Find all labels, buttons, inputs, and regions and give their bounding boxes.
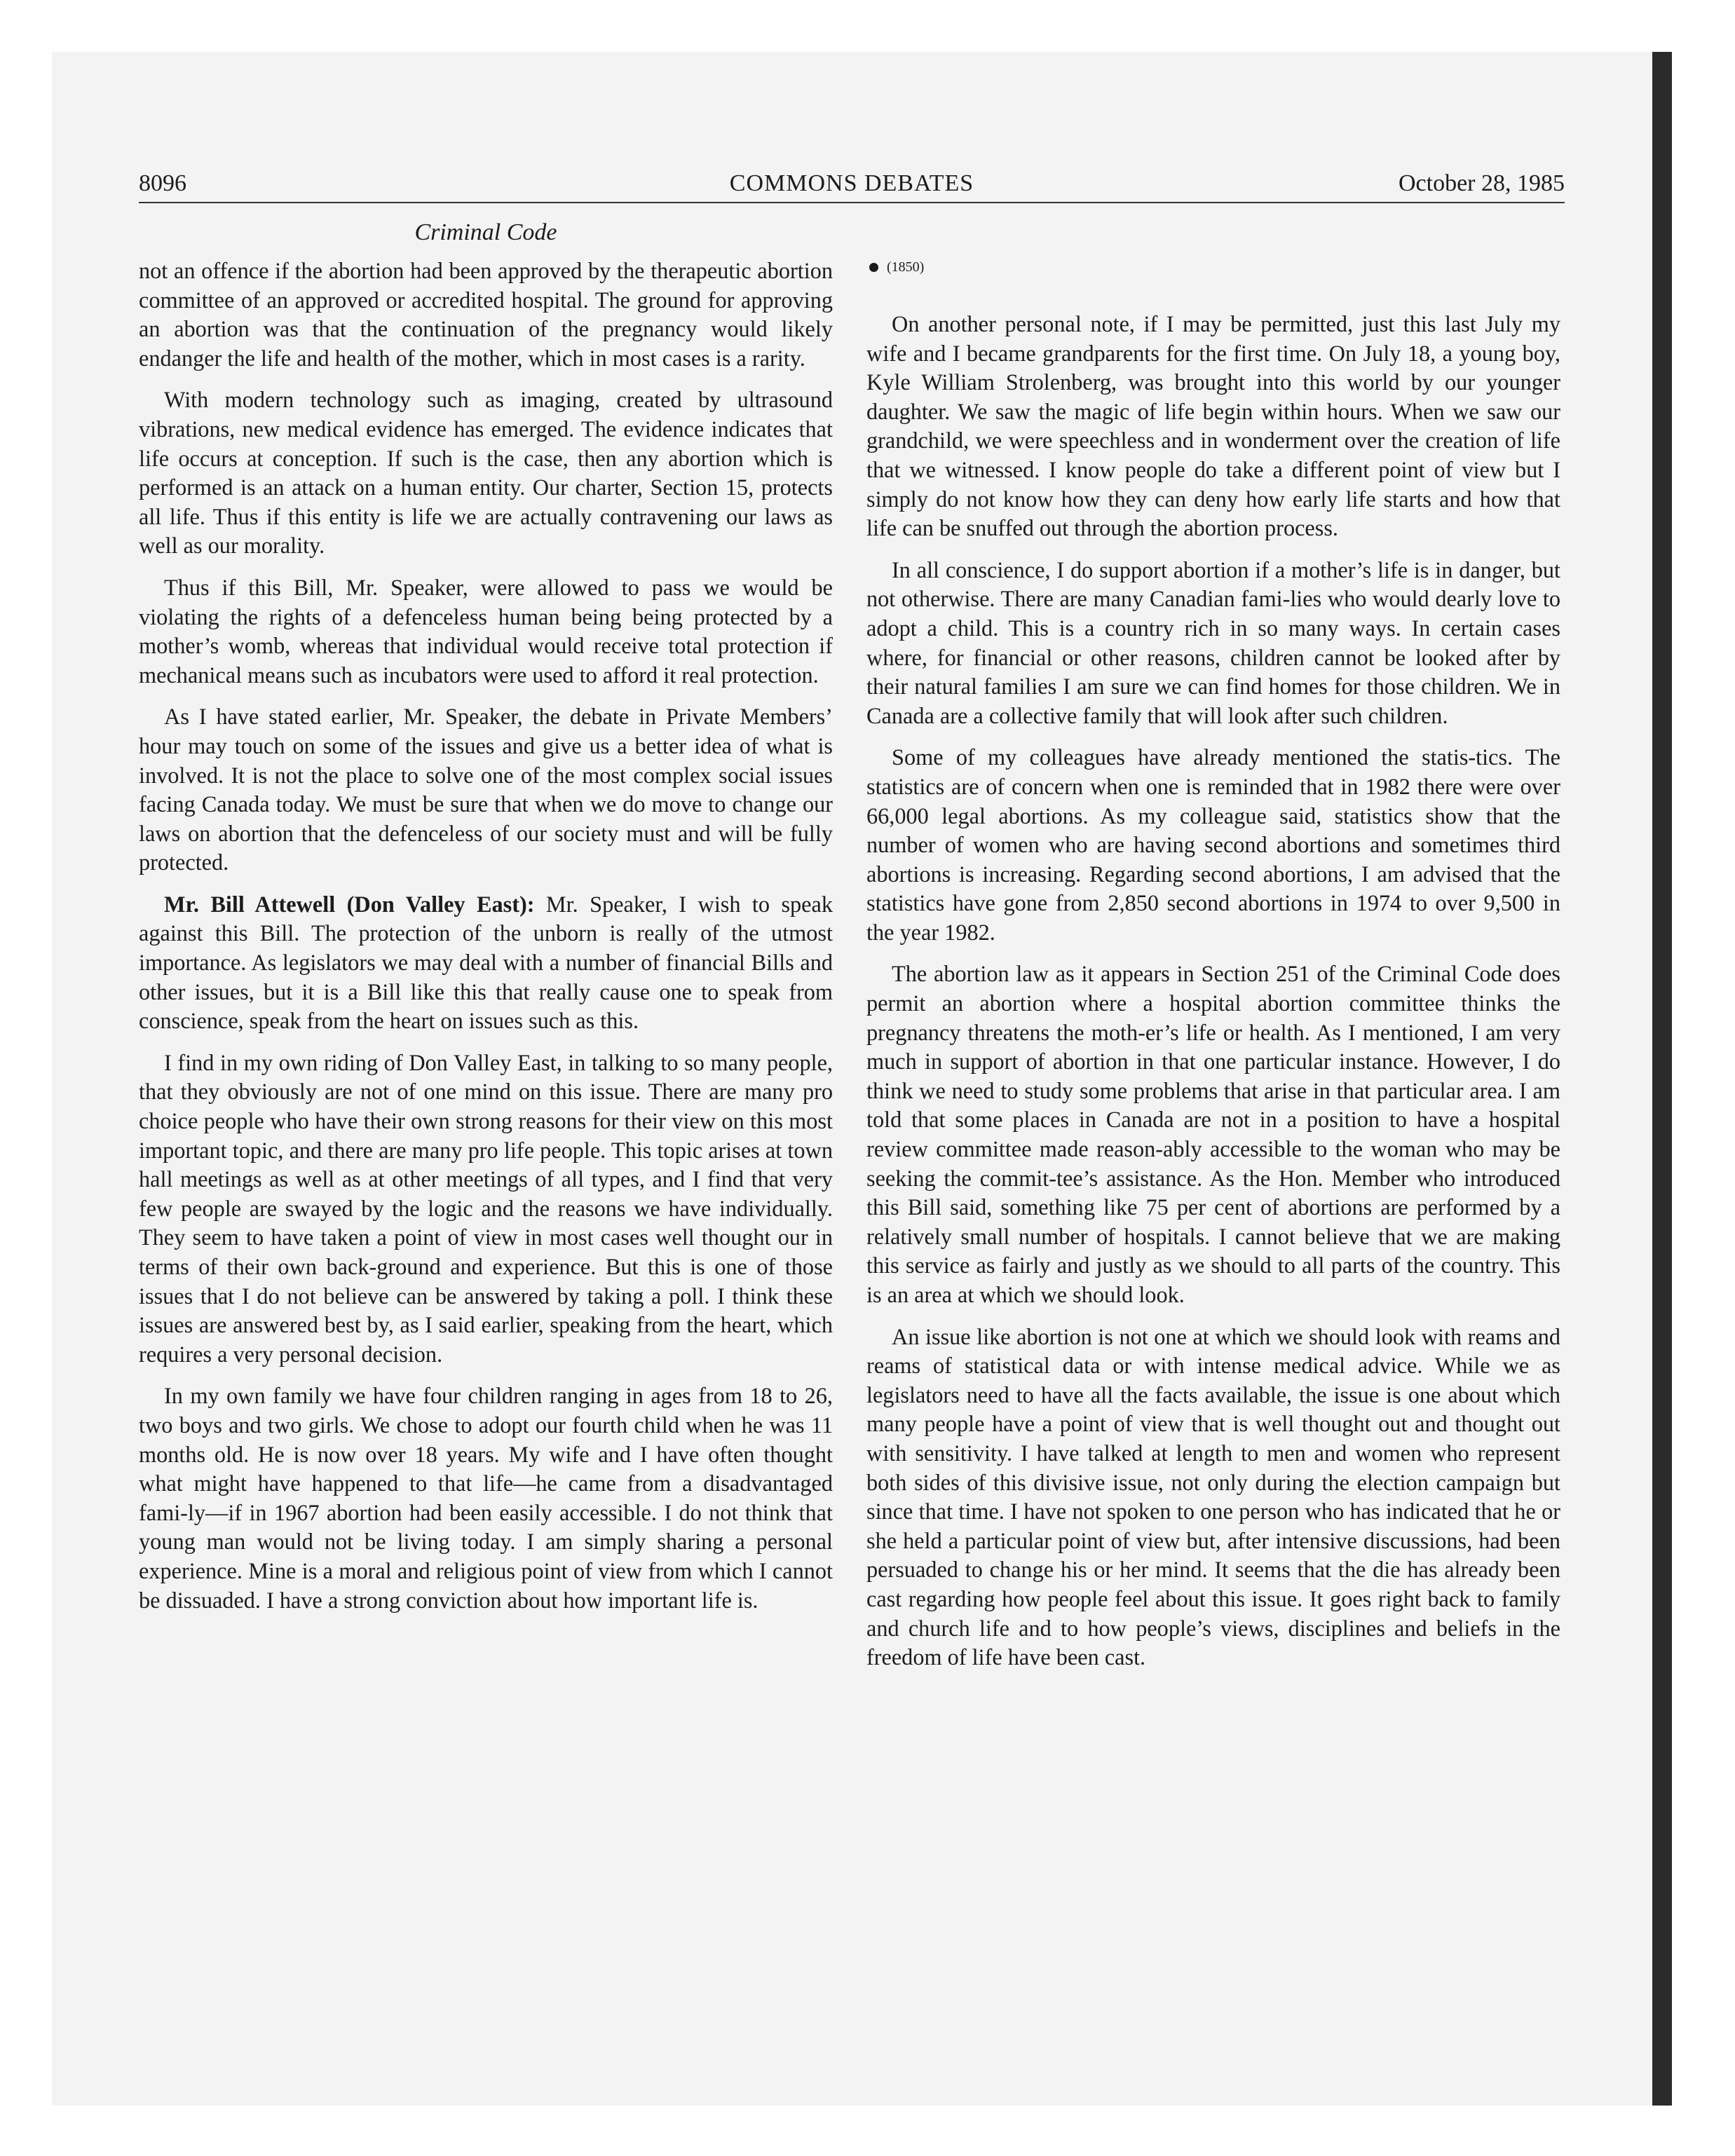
time-marker [866,257,1560,278]
paragraph: With modern technology such as imaging, created by ultrasound vibrations, new medical evidence has emerged. The evidence indicates that life occurs at conception. If such is the case, then any abortion which is performed is an attack on a human entity. Our charter, Section 15, protects all life. Thus if this entity is life we are actually contravening our laws as well as our morality. [139,387,833,559]
paragraph: On another personal note, if I may be permitted, just this last July my wife and I became grandparents for the first time. On July 18, a young boy, Kyle William Strolenberg, was brought into this world by our younger daughter. We saw the magic of life begin within hours. When we saw our grandchild, we were speechless and in wonderment over the creation of life that we witnessed. I know people do take a different point of view but I simply do not know how they can deny how early life starts and how that life can be snuffed out through the abortion process. [866,311,1560,541]
publication-title: COMMONS DEBATES [729,170,974,196]
time-marker-text: (1850) [887,259,925,275]
paragraph-speaker-intro [139,890,833,1036]
header-rule [139,202,1565,203]
left-column [139,257,833,1628]
paragraph: In my own family we have four children ranging in ages from 18 to 26, two boys and two girls. We chose to adopt our fourth child when he was 11 months old. He is now over 18 years. My wife and I have often thought what might have happened to that life—he came from a disadvantaged fami-ly—if in 1967 abortion had been easily accessible. I do not think that young man would not be living today. I am simply sharing a personal experience. Mine is a moral and religious point of view from which I cannot be dissuaded. I have a strong conviction about how important life is. [139,1383,833,1613]
running-header [139,167,1565,200]
scan-binding-edge [1652,52,1672,2106]
page-number: 8096 [139,170,186,196]
paragraph: I find in my own riding of Don Valley East, in talking to so many people, that they obviously are not of one mind on this issue. There are many pro choice people who have their own strong reasons for their view on this most important topic, and there are many pro life people. This topic arises at town hall meetings as well as at other meetings of all types, and I find that very few people are swayed by the logic and the reasons we have individually. They seem to have taken a point of view in most cases well thought our in terms of their own back-ground and experience. But this is one of those issues that I do not believe can be answered by taking a poll. I think these issues are answered best by, as I said earlier, speaking from the heart, which requires a very personal decision. [139,1049,833,1367]
paragraph: In all conscience, I do support abortion if a mother’s life is in danger, but not otherwise. There are many Canadian fami-lies who would dearly love to adopt a child. This is a country rich in so many ways. In certain cases where, for financial or other reasons, children cannot be looked after by their natural families I am sure we can find homes for those children. We in Canada are a collective family that will look after such children. [866,557,1560,728]
paragraph: The abortion law as it appears in Section 251 of the Criminal Code does permit an abortion where a hospital abortion committee thinks the pregnancy threatens the moth-er’s life or health. As I mentioned, I am very much in support of abortion in that one particular instance. However, I do think we need to study some problems that arise in that particular area. I am told that some places in Canada are not in a position to have a hospital review committee made reason-ably accessible to the woman who may be seeking the commit-tee’s assistance. As the Hon. Member who introduced this Bill said, something like 75 per cent of abortions are performed by a relatively small number of hospitals. I cannot believe that we are making this service as fairly and justly as we should to all parts of the country. This is an area at which we should look. [866,961,1560,1307]
paragraph: Thus if this Bill, Mr. Speaker, were allowed to pass we would be violating the rights of a defenceless human being being protected by a mother’s womb, whereas that individual would receive total protection if mechanical means such as incubators were used to afford it real protection. [139,574,833,688]
right-column [866,257,1560,1685]
paragraph: An issue like abortion is not one at which we should look with reams and reams of statistical data or with intense medical advice. While we as legislators need to have all the facts available, the issue is one about which many people have a point of view that is well thought out and thought out with sensitivity. I have talked at length to men and women who represent both sides of this divisive issue, not only during the election campaign but since that time. I have not spoken to one person who has indicated that he or she held a particular point of view but, after intensive discussions, had been persuaded to change his or her mind. It seems that the die has already been cast regarding how people feel about this issue. It goes right back to family and church life and to how people’s views, disciplines and beliefs in the freedom of life have been cast. [866,1323,1560,1670]
speaker-name: Mr. Bill Attewell (Don Valley East): [164,891,535,917]
paragraph: Some of my colleagues have already mentioned the statis-tics. The statistics are of concern when one is reminded that in 1982 there were over 66,000 legal abortions. As my colleague said, statistics show that the number of women who are having second abortions and sometimes third abortions is increasing. Regarding second abortions, I am advised that the statistics have gone from 2,850 second abortions in 1974 to over 9,500 in the year 1982. [866,744,1560,945]
section-heading: Criminal Code [414,219,557,245]
paragraph: As I have stated earlier, Mr. Speaker, the debate in Private Members’ hour may touch on some of the issues and give us a better idea of what is involved. It is not the place to solve one of the most complex social issues facing Canada today. We must be sure that when we do move to change our laws on abortion that the defenceless of our society must and will be fully protected. [139,704,833,875]
bullet-icon [869,263,878,272]
paragraph: not an offence if the abortion had been approved by the therapeutic abortion committee of an approved or accredited hospital. The ground for approving an abortion was that the continuation of the pregnancy would likely endanger the life and health of the mother, which in most cases is a rarity. [139,258,833,371]
header-date: October 28, 1985 [1398,170,1565,196]
speech-text: Mr. Speaker, I wish to speak against this Bill. The protection of the unborn is really of the utmost importance. As legislators we may deal with a number of financial Bills and other issues, but it is a Bill like this that really cause one to speak from conscience, speak from the heart on issues such as this. [139,891,833,1034]
